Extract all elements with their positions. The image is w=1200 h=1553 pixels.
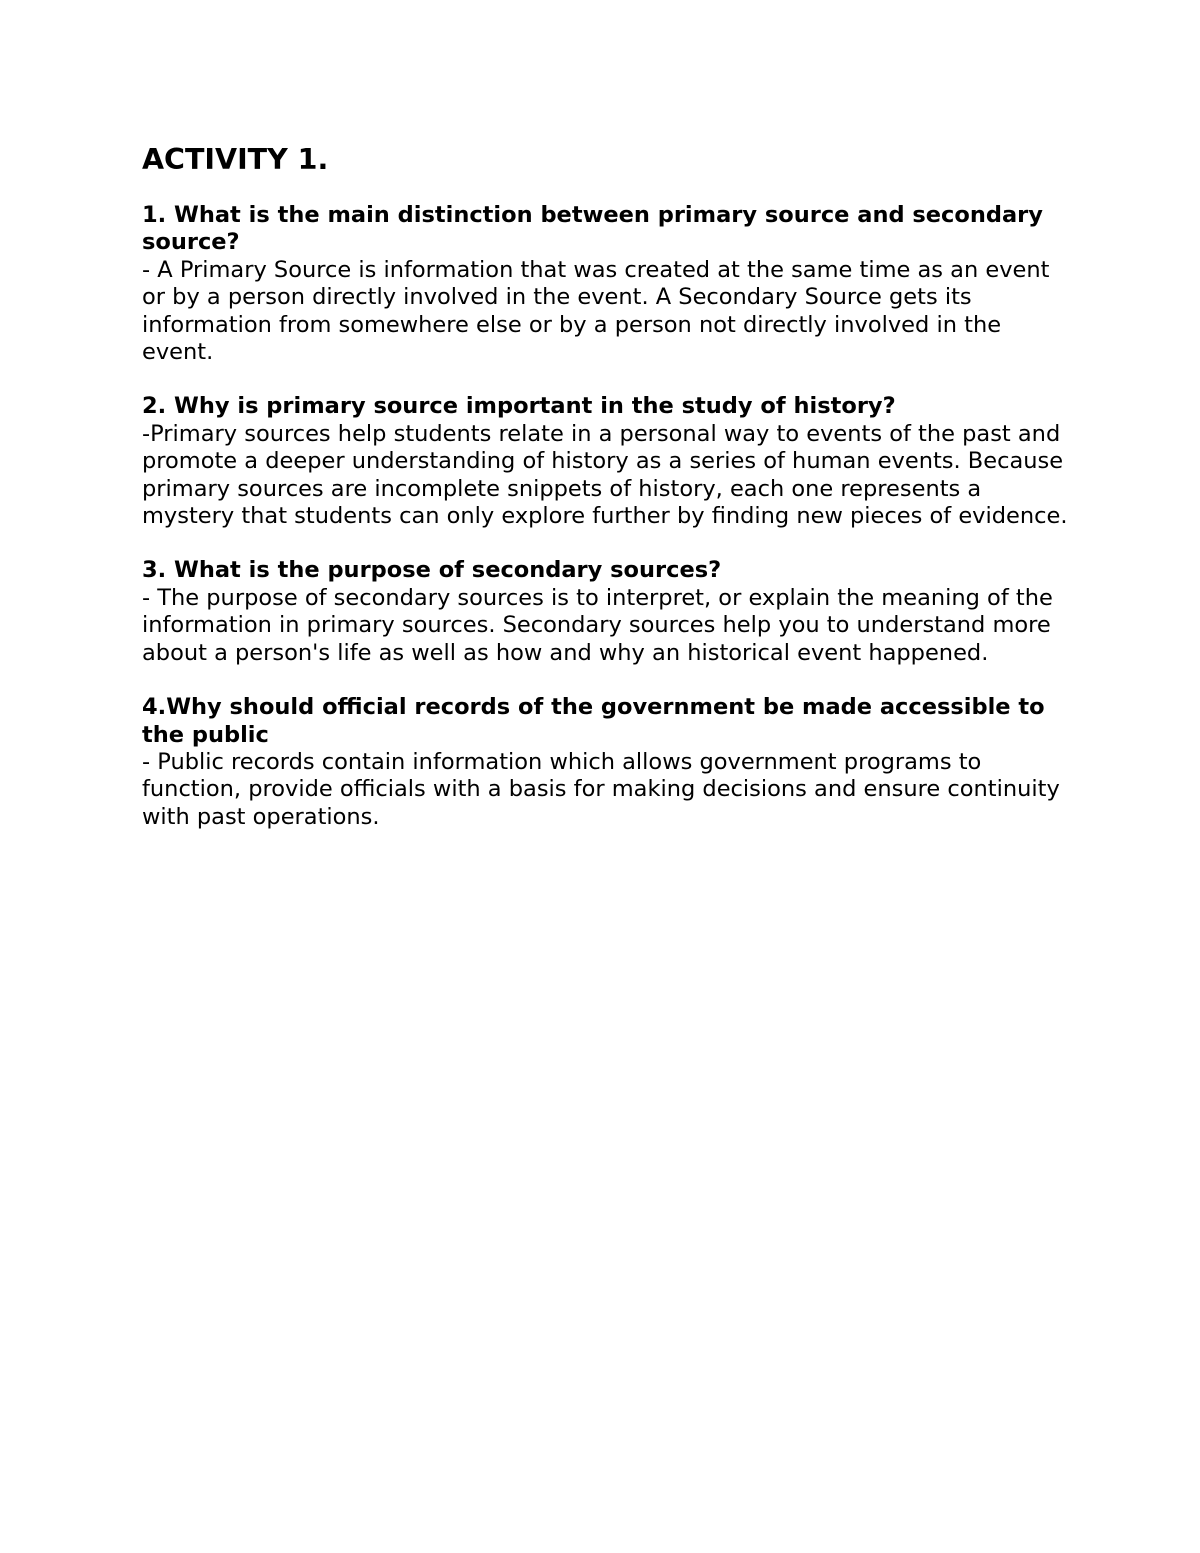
qa-item-4	[142, 694, 1072, 831]
qa-item-2	[142, 393, 1072, 530]
document-page	[142, 140, 1072, 858]
qa-item-3	[142, 557, 1072, 667]
answer-4: - Public records contain information which allows government programs to function, provide officials with a basis for making decisions and ensure continuity with past operations.	[142, 748, 1060, 830]
answer-1: - A Primary Source is information that was created at the same time as an event or by a person directly involved in the event. A Secondary Source gets its information from somewhere else or by a person not directly involved in the event.	[142, 256, 1050, 366]
question-3: 3. What is the purpose of secondary sources?	[142, 557, 722, 584]
document-title: ACTIVITY 1.	[142, 143, 329, 176]
answer-2: -Primary sources help students relate in a personal way to events of the past and promote a deeper understanding of history as a series of human events. Because primary sources are incomplete snippets of history, each one represents a mystery that students can only explore further by finding new pieces of evidence.	[142, 420, 1068, 530]
answer-3: - The purpose of secondary sources is to interpret, or explain the meaning of the information in primary sources. Secondary sources help you to understand more about a person's life as well as how and why an historical event happened.	[142, 584, 1053, 666]
qa-item-1	[142, 202, 1072, 366]
question-1: 1. What is the main distinction between primary source and secondary source?	[142, 202, 1043, 256]
question-4: 4.Why should official records of the government be made accessible to the public	[142, 694, 1045, 748]
question-2: 2. Why is primary source important in the study of history?	[142, 393, 896, 420]
